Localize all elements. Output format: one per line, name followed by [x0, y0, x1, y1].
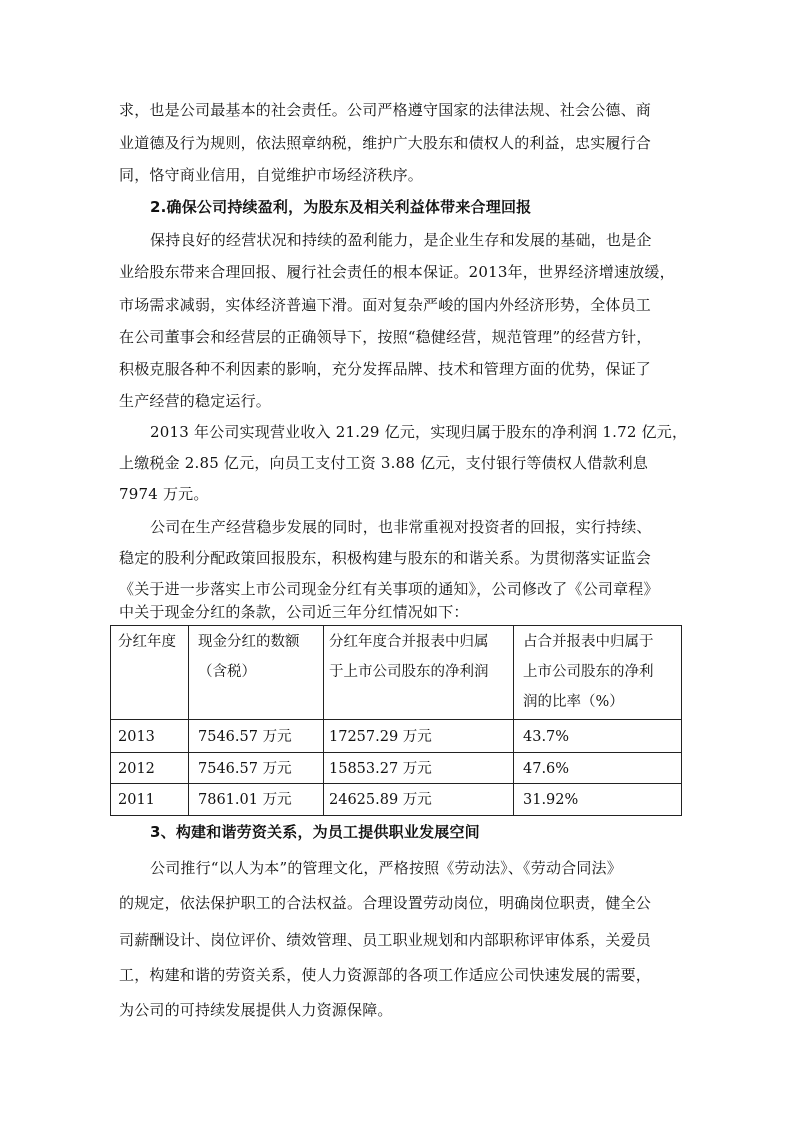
paragraph-line: 公司在生产经营稳步发展的同时，也非常重视对投资者的回报，实行持续、: [150, 518, 652, 536]
table-cell-net-profit: 24625.89 万元: [329, 792, 432, 808]
table-cell-cash: 7546.57 万元: [198, 761, 292, 777]
table-cell-net-profit: 17257.29 万元: [329, 729, 432, 745]
paragraph-line: 保持良好的经营状况和持续的盈利能力，是企业生存和发展的基础，也是企: [150, 231, 652, 249]
table-rule: [188, 625, 189, 816]
table-cell-year: 2013: [118, 729, 155, 745]
paragraph-line: 生产经营的稳定运行。: [119, 392, 272, 410]
table-cell-year: 2012: [118, 761, 155, 777]
paragraph-line: 的规定，依法保护职工的合法权益。合理设置劳动岗位，明确岗位职责，健全公: [119, 894, 652, 912]
paragraph-line: 同，恪守商业信用，自觉维护市场经济秩序。: [119, 166, 424, 184]
table-header-ratio: 占合并报表中归属于: [523, 634, 654, 650]
table-header-net-profit: 于上市公司股东的净利润: [329, 664, 489, 680]
table-cell-year: 2011: [118, 792, 155, 808]
table-rule: [110, 719, 682, 720]
table-header-cash: 现金分红的数额: [198, 634, 300, 650]
paragraph-line: 工，构建和谐的劳资关系，使人力资源部的各项工作适应公司快速发展的需要，: [119, 966, 652, 984]
table-rule: [681, 625, 682, 816]
paragraph-line: 上缴税金 2.85 亿元，向员工支付工资 3.88 亿元，支付银行等债权人借款利息: [119, 454, 649, 472]
table-cell-cash: 7546.57 万元: [198, 729, 292, 745]
paragraph-line: 业道德及行为规则，依法照章纳税，维护广大股东和债权人的利益，忠实履行合: [119, 134, 652, 152]
table-rule: [323, 625, 324, 816]
table-cell-cash: 7861.01 万元: [198, 792, 292, 808]
paragraph-line: 《关于进一步落实上市公司现金分红有关事项的通知》，公司修改了《公司章程》: [119, 580, 659, 598]
section-2-heading: 2.确保公司持续盈利，为股东及相关利益体带来合理回报: [150, 198, 532, 216]
paragraph-line: 市场需求减弱，实体经济普遍下滑。面对复杂严峻的国内外经济形势，全体员工: [119, 296, 652, 314]
paragraph-line: 7974 万元。: [119, 485, 209, 503]
table-cell-net-profit: 15853.27 万元: [329, 761, 432, 777]
paragraph-line: 求，也是公司最基本的社会责任。公司严格遵守国家的法律法规、社会公德、商: [119, 101, 652, 119]
table-header-year: 分红年度: [118, 634, 176, 650]
paragraph-line: 2013 年公司实现营业收入 21.29 亿元，实现归属于股东的净利润 1.72 亿元，: [150, 423, 688, 441]
dividend-table: [110, 625, 682, 816]
table-rule: [110, 625, 111, 816]
table-cell-ratio: 31.92%: [523, 792, 579, 808]
paragraph-line: 公司推行“以人为本”的管理文化，严格按照《劳动法》、《劳动合同法》: [150, 859, 622, 877]
table-rule: [513, 625, 514, 816]
table-rule: [110, 815, 682, 816]
table-header-ratio: 上市公司股东的净利: [523, 664, 654, 680]
paragraph-line: 中关于现金分红的条款，公司近三年分红情况如下：: [119, 603, 469, 621]
paragraph-line: 在公司董事会和经营层的正确领导下，按照“稳健经营，规范管理”的经营方针，: [119, 328, 652, 346]
table-header-net-profit: 分红年度合并报表中归属: [329, 634, 489, 650]
paragraph-line: 积极克服各种不利因素的影响，充分发挥品牌、技术和管理方面的优势，保证了: [119, 360, 652, 378]
table-header-ratio: 润的比率（%）: [523, 694, 624, 710]
table-rule: [110, 625, 682, 626]
paragraph-line: 为公司的可持续发展提供人力资源保障。: [119, 1001, 393, 1019]
table-cell-ratio: 43.7%: [523, 729, 570, 745]
paragraph-line: 稳定的股利分配政策回报股东，积极构建与股东的和谐关系。为贯彻落实证监会: [119, 549, 652, 567]
section-3-heading: 3、构建和谐劳资关系，为员工提供职业发展空间: [150, 823, 480, 841]
table-rule: [110, 752, 682, 753]
table-cell-ratio: 47.6%: [523, 761, 570, 777]
paragraph-line: 司薪酬设计、岗位评价、绩效管理、员工职业规划和内部职称评审体系，关爱员: [119, 931, 652, 949]
table-header-cash: （含税）: [198, 664, 256, 680]
paragraph-line: 业给股东带来合理回报、履行社会责任的根本保证。2013年，世界经济增速放缓，: [119, 263, 675, 281]
